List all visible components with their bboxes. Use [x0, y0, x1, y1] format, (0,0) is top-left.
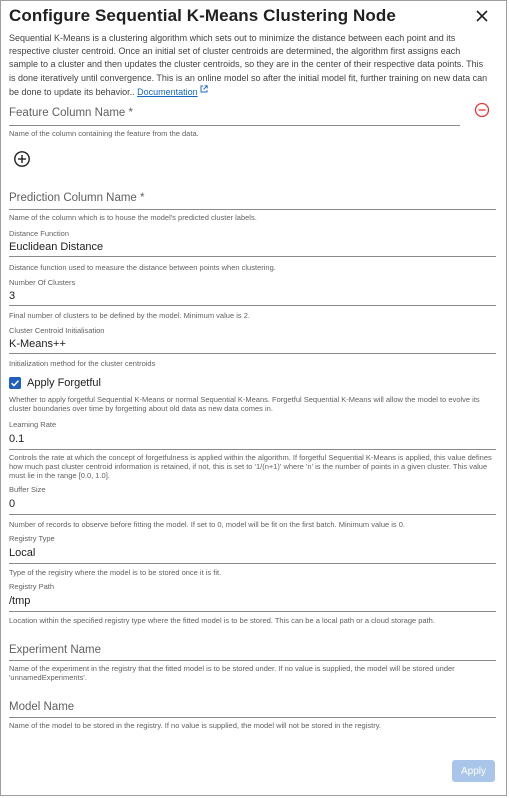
centroid-init-select[interactable] — [9, 326, 496, 356]
model-name-helper: Name of the model to be stored in the registry. If no value is supplied, the model will not be stored in the registry. — [9, 721, 381, 730]
feature-column-input[interactable] — [9, 107, 496, 127]
learning-rate-value: 0.1 — [9, 433, 25, 445]
registry-type-helper: Type of the registry where the model is to be stored once it is fit. — [9, 568, 222, 577]
distance-function-underline — [9, 256, 496, 257]
remove-circle-icon[interactable] — [474, 102, 490, 118]
prediction-column-helper: Name of the column which is to house the model's predicted cluster labels. — [9, 213, 257, 222]
centroid-init-value: K-Means++ — [9, 338, 66, 350]
prediction-column-underline — [9, 209, 496, 210]
description-text: Sequential K-Means is a clustering algorithm which sets out to minimize the distance between each point and its respective cluster centroid. Once an initial set of cluster centroids are determined, the algorithm first assigns each sample to a cluster and then updates the cluster centroids, so they are in the center of their respective data points. This is done iteratively until convergence. This is an online model so after the initial model fit, further training on new data can be done to update its behavior.. — [9, 33, 488, 97]
experiment-name-helper: Name of the experiment in the registry that the fitted model is to be stored under. If no value is supplied, the model will be stored under 'unnamedExperiments'. — [9, 664, 455, 682]
learning-rate-underline — [9, 449, 496, 450]
dialog-title: Configure Sequential K-Means Clustering Node — [9, 6, 396, 25]
add-circle-icon[interactable] — [13, 150, 31, 168]
documentation-link[interactable]: Documentation — [137, 86, 198, 97]
num-clusters-helper: Final number of clusters to be defined by the model. Minimum value is 2. — [9, 311, 250, 320]
registry-type-select[interactable] — [9, 534, 496, 566]
distance-function-label: Distance Function — [9, 229, 70, 238]
dialog-description — [9, 32, 489, 99]
external-link-icon — [200, 85, 208, 93]
apply-button[interactable]: Apply — [452, 760, 495, 782]
buffer-size-label: Buffer Size — [9, 485, 46, 494]
distance-function-helper: Distance function used to measure the distance between points when clustering. — [9, 263, 276, 272]
num-clusters-value: 3 — [9, 290, 16, 302]
num-clusters-label: Number Of Clusters — [9, 278, 76, 287]
prediction-column-input[interactable] — [9, 192, 496, 212]
registry-type-value: Local — [9, 547, 36, 559]
centroid-init-label: Cluster Centroid Initialisation — [9, 326, 105, 335]
apply-forgetful-helper: Whether to apply forgetful Sequential K-Means or normal Sequential K-Means. Forgetful Sequential K-Means will allow the model to evolve its cluster boundaries over time by forgetting about old data as new data comes in. — [9, 395, 480, 413]
experiment-name-input[interactable] — [9, 644, 496, 664]
feature-column-underline — [9, 125, 460, 126]
registry-type-label: Registry Type — [9, 534, 55, 543]
model-name-input[interactable] — [9, 701, 496, 721]
buffer-size-input[interactable] — [9, 485, 496, 517]
feature-column-label: Feature Column Name * — [9, 107, 133, 119]
model-name-underline — [9, 717, 496, 718]
distance-function-select[interactable] — [9, 229, 496, 259]
buffer-size-underline — [9, 514, 496, 515]
prediction-column-label: Prediction Column Name * — [9, 192, 145, 204]
learning-rate-input[interactable] — [9, 420, 496, 452]
model-name-label: Model Name — [9, 701, 75, 713]
buffer-size-helper: Number of records to observe before fitting the model. If set to 0, model will be fit on the first batch. Minimum value is 0. — [9, 520, 406, 529]
registry-type-underline — [9, 563, 496, 564]
registry-path-helper: Location within the specified registry type where the fitted model is to be stored. This can be a local path or a cloud storage path. — [9, 616, 435, 625]
num-clusters-underline — [9, 305, 496, 306]
num-clusters-input[interactable] — [9, 278, 496, 308]
registry-path-value: /tmp — [9, 595, 31, 607]
centroid-init-underline — [9, 353, 496, 354]
experiment-name-label: Experiment Name — [9, 644, 102, 656]
feature-column-helper: Name of the column containing the feature from the data. — [9, 129, 199, 138]
close-icon[interactable] — [471, 5, 493, 27]
apply-forgetful-label: Apply Forgetful — [27, 377, 101, 389]
centroid-init-helper: Initialization method for the cluster centroids — [9, 359, 156, 368]
learning-rate-helper: Controls the rate at which the concept of forgetfulness is applied within the algorithm. If forgetful Sequential K-Means is applied, this value defines how much past cluster centroid information is retained, if not, this is set to '1/(n+1)' where 'n' is the number of points in a given cluster. This value must lie in the range [0.0, 1.0]. — [9, 453, 492, 480]
distance-function-value: Euclidean Distance — [9, 241, 104, 253]
experiment-name-underline — [9, 660, 496, 661]
registry-path-underline — [9, 611, 496, 612]
learning-rate-label: Learning Rate — [9, 420, 57, 429]
registry-path-label: Registry Path — [9, 582, 55, 591]
apply-forgetful-checkbox[interactable] — [9, 377, 21, 389]
registry-path-input[interactable] — [9, 582, 496, 614]
buffer-size-value: 0 — [9, 498, 16, 510]
